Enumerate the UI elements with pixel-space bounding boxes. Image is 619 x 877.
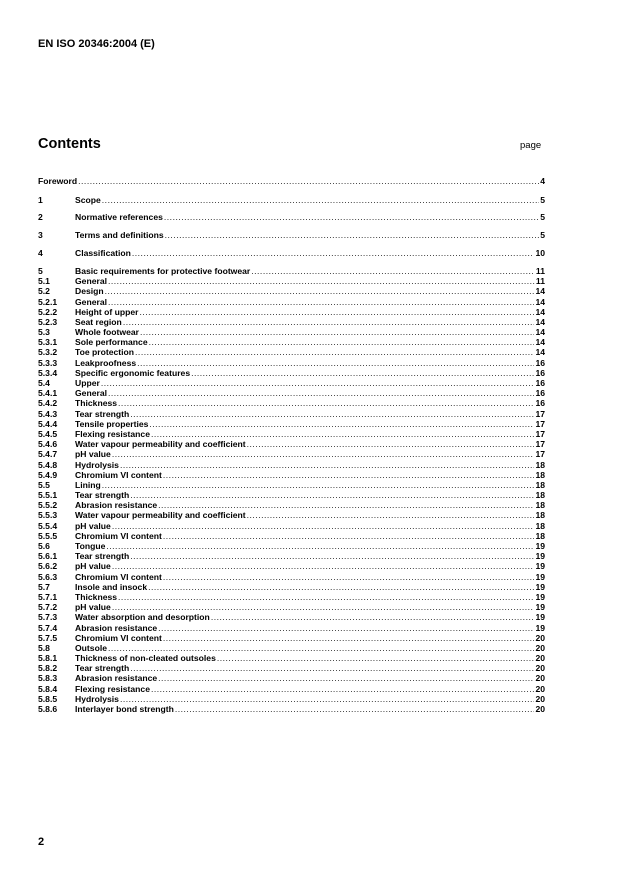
toc-entry-title: Sole performance — [75, 337, 148, 348]
toc-entry-number: 5.4.3 — [38, 408, 58, 419]
dot-leader — [135, 347, 534, 357]
toc-entry-number: 5.7.1 — [38, 591, 58, 602]
toc-entry[interactable] — [38, 694, 545, 704]
toc-entry-title: pH value — [75, 602, 111, 613]
toc-entry-number: 5.4.8 — [38, 459, 58, 470]
toc-entry-title: Abrasion resistance — [75, 500, 158, 511]
toc-entry[interactable] — [38, 663, 545, 673]
toc-entry-title: Tear strength — [75, 408, 130, 419]
toc-entry-number: 5.8 — [38, 642, 50, 653]
dot-leader — [120, 460, 534, 470]
toc-entry[interactable] — [38, 541, 545, 551]
toc-entry[interactable] — [38, 248, 545, 258]
toc-entry-title: Flexing resistance — [75, 428, 150, 439]
toc-entry-page: 17 — [535, 439, 545, 450]
document-id-header: EN ISO 20346:2004 (E) — [38, 38, 155, 50]
toc-entry-page: 18 — [535, 490, 545, 501]
toc-entry-number: 5.3.1 — [38, 337, 58, 348]
toc-entry-page: 19 — [535, 581, 545, 592]
toc-entry[interactable] — [38, 643, 545, 653]
toc-entry[interactable] — [38, 449, 545, 459]
toc-entry-title: Insole and insock — [75, 581, 148, 592]
page-number: 2 — [38, 836, 45, 848]
toc-entry-page: 16 — [535, 357, 545, 368]
dot-leader — [149, 337, 535, 347]
dot-leader — [102, 480, 535, 490]
toc-entry-page: 17 — [535, 428, 545, 439]
toc-entry[interactable] — [38, 521, 545, 531]
toc-entry-page: 19 — [535, 561, 545, 572]
toc-entry[interactable] — [38, 378, 545, 388]
toc-entry-title: Upper — [75, 378, 100, 388]
toc-entry-title: Water absorption and desorption — [75, 612, 210, 623]
toc-entry[interactable] — [38, 490, 545, 500]
toc-entry-page: 20 — [535, 632, 545, 643]
dot-leader — [130, 490, 534, 500]
dot-leader — [130, 551, 534, 561]
toc-entry-title: Classification — [75, 247, 131, 258]
toc-entry-number: 5.5.3 — [38, 510, 58, 521]
toc-entry-number: 5.1 — [38, 276, 50, 287]
contents-title: Contents — [38, 136, 101, 152]
toc-entry-number: 5.8.6 — [38, 704, 58, 714]
toc-entry[interactable] — [38, 195, 545, 205]
toc-entry-title: Lining — [75, 479, 101, 490]
toc-entry[interactable] — [38, 480, 545, 490]
toc-entry-title: Terms and definitions — [75, 229, 164, 240]
toc-entry-page: 17 — [535, 408, 545, 419]
dot-leader — [140, 307, 535, 317]
toc-entry[interactable] — [38, 460, 545, 470]
toc-entry-title: Hydrolysis — [75, 693, 119, 704]
toc-entry-page: 20 — [535, 704, 545, 714]
page-column-label: page — [520, 140, 542, 151]
dot-leader — [112, 561, 535, 571]
toc-entry[interactable] — [38, 347, 545, 357]
toc-entry-title: Thickness of non-cleated outsoles — [75, 653, 216, 664]
toc-entry-page: 14 — [535, 286, 545, 297]
toc-entry-page: 18 — [535, 520, 545, 531]
dot-leader — [163, 531, 535, 541]
toc-entry-number: 5.7.4 — [38, 622, 58, 633]
toc-entry-title: Specific ergonomic features — [75, 367, 191, 378]
toc-entry-title: Abrasion resistance — [75, 622, 158, 633]
toc-entry-page: 10 — [535, 247, 545, 258]
dot-leader — [158, 500, 534, 510]
toc-entry-number: 5.7.3 — [38, 612, 58, 623]
toc-entry-number: 5.5.5 — [38, 530, 58, 541]
toc-entry-number: 4 — [38, 247, 43, 258]
dot-leader — [247, 510, 535, 520]
toc-entry-page: 20 — [535, 673, 545, 684]
toc-entry-page: 20 — [535, 663, 545, 674]
toc-entry[interactable] — [38, 276, 545, 286]
toc-entry-title: Basic requirements for protective footwear — [75, 265, 251, 276]
toc-entry-number: 5.5.1 — [38, 490, 58, 501]
toc-entry-page: 16 — [535, 388, 545, 399]
toc-entry-page: 14 — [535, 296, 545, 307]
dot-leader — [137, 358, 534, 368]
toc-entry[interactable] — [38, 612, 545, 622]
toc-entry-number: 5.8.4 — [38, 683, 58, 694]
dot-leader — [151, 684, 534, 694]
dot-leader — [247, 439, 535, 449]
toc-entry-page: 16 — [535, 378, 545, 388]
dot-leader — [112, 602, 535, 612]
toc-entry[interactable] — [38, 307, 545, 317]
dot-leader — [132, 248, 535, 258]
dot-leader — [148, 582, 534, 592]
toc-entry-title: Thickness — [75, 398, 118, 409]
toc-entry-title: Chromium VI content — [75, 530, 162, 541]
toc-entry-page: 20 — [535, 653, 545, 664]
toc-entry-page: 16 — [535, 367, 545, 378]
toc-entry-title: Scope — [75, 195, 101, 206]
toc-entry-title: Chromium VI content — [75, 632, 162, 643]
dot-leader — [101, 378, 535, 388]
toc-entry[interactable] — [38, 439, 545, 449]
toc-entry[interactable] — [38, 592, 545, 602]
toc-entry-title: General — [75, 276, 108, 287]
toc-entry-page: 18 — [535, 530, 545, 541]
toc-entry-number: 5.3.3 — [38, 357, 58, 368]
toc-entry-title: Height of upper — [75, 306, 139, 317]
table-of-contents — [38, 176, 545, 714]
toc-entry[interactable] — [38, 673, 545, 683]
toc-entry-number: 5.8.2 — [38, 663, 58, 674]
toc-entry-number: 5.6 — [38, 541, 50, 551]
toc-entry-page: 19 — [535, 622, 545, 633]
dot-leader — [108, 643, 534, 653]
dot-leader — [149, 419, 534, 429]
toc-entry-page: 17 — [535, 418, 545, 429]
toc-entry[interactable] — [38, 358, 545, 368]
toc-entry-title: Abrasion resistance — [75, 673, 158, 684]
toc-entry-title: General — [75, 388, 108, 399]
toc-entry-number: 5.5.2 — [38, 500, 58, 511]
toc-entry-page: 20 — [535, 693, 545, 704]
toc-entry-number: 5.4.4 — [38, 418, 58, 429]
dot-leader — [123, 317, 535, 327]
toc-entry-number: 5.7.5 — [38, 632, 58, 643]
toc-entry-title: Chromium VI content — [75, 469, 162, 480]
toc-entry-page: 19 — [535, 602, 545, 613]
toc-entry-title: Thickness — [75, 591, 118, 602]
toc-entry-title: Water vapour permeability and coefficient — [75, 510, 246, 521]
dot-leader — [163, 633, 535, 643]
toc-entry-number: 5.7.2 — [38, 602, 58, 613]
toc-entry[interactable] — [38, 266, 545, 276]
toc-entry[interactable] — [38, 398, 545, 408]
toc-entry-page: 16 — [535, 398, 545, 409]
toc-entry-title: pH value — [75, 561, 111, 572]
toc-entry-title: Water vapour permeability and coefficient — [75, 439, 246, 450]
dot-leader — [158, 673, 534, 683]
toc-entry-page: 5 — [540, 212, 545, 223]
toc-entry-page: 11 — [535, 265, 545, 276]
dot-leader — [118, 592, 534, 602]
toc-entry-number: 5.3 — [38, 327, 50, 338]
toc-entry-page: 18 — [535, 500, 545, 511]
toc-entry-number: 5.2.2 — [38, 306, 58, 317]
toc-entry-title: Chromium VI content — [75, 571, 162, 582]
toc-entry[interactable] — [38, 531, 545, 541]
toc-entry[interactable] — [38, 409, 545, 419]
toc-entry-number: 5.7 — [38, 581, 50, 592]
toc-entry[interactable] — [38, 653, 545, 663]
toc-entry-title: Outsole — [75, 642, 107, 653]
dot-leader — [108, 297, 534, 307]
dot-leader — [175, 704, 535, 714]
toc-entry-title: Toe protection — [75, 347, 135, 358]
toc-entry-number: 5.3.4 — [38, 367, 58, 378]
dot-leader — [105, 286, 535, 296]
dot-leader — [158, 623, 534, 633]
toc-entry-page: 20 — [535, 683, 545, 694]
toc-entry[interactable] — [38, 230, 545, 240]
toc-entry-number: 2 — [38, 212, 43, 223]
toc-entry-title: Flexing resistance — [75, 683, 150, 694]
dot-leader — [191, 368, 534, 378]
toc-entry-number: 5.8.5 — [38, 693, 58, 704]
toc-entry-number: 5.2.1 — [38, 296, 58, 307]
toc-entry-number: 5.5.4 — [38, 520, 58, 531]
toc-entry-title: Seat region — [75, 316, 122, 327]
dot-leader — [112, 521, 535, 531]
toc-entry[interactable] — [38, 602, 545, 612]
dot-leader — [165, 230, 540, 240]
toc-entry-title: Interlayer bond strength — [75, 704, 174, 714]
toc-entry-page: 19 — [535, 612, 545, 623]
toc-entry-page: 14 — [535, 337, 545, 348]
toc-entry-number: 5.8.3 — [38, 673, 58, 684]
toc-entry-page: 14 — [535, 327, 545, 338]
toc-entry-number: 5.6.2 — [38, 561, 58, 572]
toc-entry-number: 5.4.2 — [38, 398, 58, 409]
toc-entry-page: 14 — [535, 316, 545, 327]
toc-entry-number: 5 — [38, 265, 43, 276]
toc-entry[interactable] — [38, 582, 545, 592]
toc-entry-number: 5.4 — [38, 378, 50, 388]
toc-entry-page: 20 — [535, 642, 545, 653]
toc-entry-page: 14 — [535, 306, 545, 317]
toc-entry-title: Foreword — [38, 176, 78, 186]
toc-entry[interactable] — [38, 572, 545, 582]
toc-entry-title: Tensile properties — [75, 418, 149, 429]
toc-entry[interactable] — [38, 633, 545, 643]
toc-entry[interactable] — [38, 510, 545, 520]
toc-entry-title: Whole footwear — [75, 327, 139, 338]
toc-entry-page: 19 — [535, 571, 545, 582]
toc-entry-title: Design — [75, 286, 104, 297]
toc-entry-title: Normative references — [75, 212, 163, 223]
toc-entry-page: 11 — [535, 276, 545, 287]
dot-leader — [118, 398, 534, 408]
toc-entry-page: 17 — [535, 449, 545, 460]
dot-leader — [151, 429, 534, 439]
toc-entry-title: Tear strength — [75, 490, 130, 501]
dot-leader — [112, 449, 535, 459]
toc-entry-page: 4 — [540, 176, 545, 186]
toc-entry-title: Tear strength — [75, 551, 130, 562]
toc-entry[interactable] — [38, 286, 545, 296]
toc-entry-page: 18 — [535, 510, 545, 521]
toc-entry-title: Tear strength — [75, 663, 130, 674]
dot-leader — [140, 327, 534, 337]
dot-leader — [251, 266, 535, 276]
toc-entry[interactable] — [38, 337, 545, 347]
toc-entry-page: 5 — [540, 229, 545, 240]
dot-leader — [78, 176, 539, 186]
toc-entry[interactable] — [38, 317, 545, 327]
toc-entry-title: Hydrolysis — [75, 459, 119, 470]
toc-entry-page: 5 — [540, 195, 545, 206]
toc-entry-number: 5.6.3 — [38, 571, 58, 582]
dot-leader — [163, 572, 535, 582]
dot-leader — [108, 276, 535, 286]
toc-entry[interactable] — [38, 500, 545, 510]
toc-entry-number: 5.5 — [38, 479, 50, 490]
toc-entry-number: 5.4.9 — [38, 469, 58, 480]
toc-entry-number: 1 — [38, 195, 43, 206]
toc-entry[interactable] — [38, 470, 545, 480]
dot-leader — [217, 653, 535, 663]
toc-entry-title: pH value — [75, 449, 111, 460]
dot-leader — [106, 541, 534, 551]
toc-entry-number: 5.2.3 — [38, 316, 58, 327]
dot-leader — [130, 663, 534, 673]
toc-entry[interactable] — [38, 327, 545, 337]
toc-entry-page: 18 — [535, 459, 545, 470]
dot-leader — [164, 212, 539, 222]
toc-entry-title: General — [75, 296, 108, 307]
toc-entry[interactable] — [38, 684, 545, 694]
toc-entry-page: 19 — [535, 551, 545, 562]
toc-entry-number: 5.6.1 — [38, 551, 58, 562]
toc-entry-title: pH value — [75, 520, 111, 531]
toc-entry[interactable] — [38, 212, 545, 222]
toc-entry-page: 18 — [535, 479, 545, 490]
toc-entry[interactable] — [38, 419, 545, 429]
toc-entry-number: 5.2 — [38, 286, 50, 297]
toc-entry-page: 19 — [535, 591, 545, 602]
toc-entry-page: 18 — [535, 469, 545, 480]
toc-entry-number: 5.8.1 — [38, 653, 58, 664]
toc-entry-number: 5.4.7 — [38, 449, 58, 460]
toc-entry-title: Tongue — [75, 541, 106, 551]
toc-entry[interactable] — [38, 704, 545, 714]
toc-entry-number: 5.4.1 — [38, 388, 58, 399]
toc-entry-page: 14 — [535, 347, 545, 358]
toc-entry[interactable] — [38, 551, 545, 561]
toc-entry-page: 19 — [535, 541, 545, 551]
toc-entry-number: 5.4.5 — [38, 428, 58, 439]
toc-entry[interactable] — [38, 561, 545, 571]
toc-entry-title: Leakproofness — [75, 357, 137, 368]
dot-leader — [120, 694, 534, 704]
toc-entry-number: 5.3.2 — [38, 347, 58, 358]
toc-entry[interactable] — [38, 176, 545, 186]
dot-leader — [211, 612, 535, 622]
dot-leader — [102, 195, 539, 205]
toc-entry-number: 5.4.6 — [38, 439, 58, 450]
toc-entry-number: 3 — [38, 229, 43, 240]
toc-entry[interactable] — [38, 429, 545, 439]
dot-leader — [130, 409, 534, 419]
toc-entry[interactable] — [38, 388, 545, 398]
dot-leader — [108, 388, 534, 398]
toc-entry[interactable] — [38, 368, 545, 378]
dot-leader — [163, 470, 535, 480]
toc-entry[interactable] — [38, 297, 545, 307]
toc-entry[interactable] — [38, 623, 545, 633]
